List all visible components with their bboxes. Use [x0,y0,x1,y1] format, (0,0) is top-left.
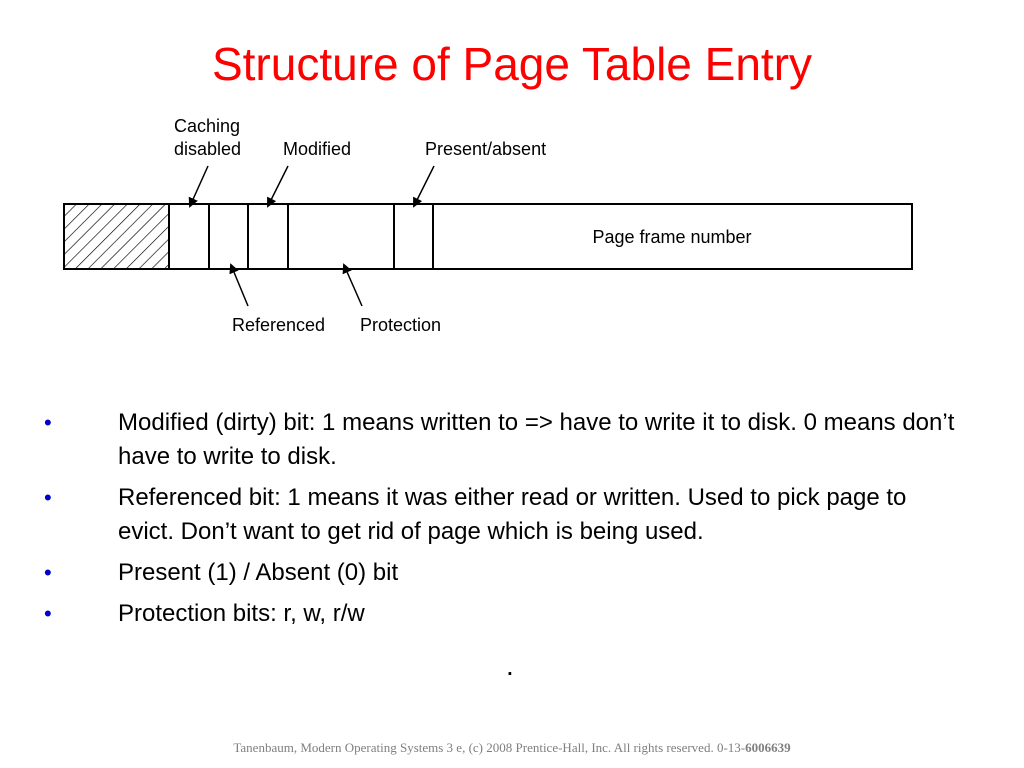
arrow-caching-disabled [190,166,208,206]
slide-title: Structure of Page Table Entry [211,38,813,90]
label-page-frame-number: Page frame number [592,227,752,247]
arrow-referenced [231,265,248,306]
bullet-marker: • [44,410,52,435]
footer-isbn-bold: 6006639 [745,740,791,755]
bullet-item-protection [0,597,1024,631]
label-caching-disabled-line1: Caching [174,116,241,136]
label-protection: Protection [360,315,442,335]
bullet-text: Protection bits: r, w, r/w [118,600,365,627]
arrow-protection [344,265,362,306]
arrow-modified [268,166,288,206]
bullet-text: Modified (dirty) bit: 1 means written to => have to write it to disk. 0 means don’t have to write to disk. [118,409,955,470]
bullet-list [0,406,1024,638]
trailing-period: . [506,650,514,681]
unused-bits-hatched [64,204,169,269]
label-present-absent: Present/absent [425,139,547,159]
bullet-item-modified [0,406,1024,474]
entry-outline [64,204,912,269]
bullet-marker: • [44,601,52,626]
bullet-marker: • [44,485,52,510]
label-modified: Modified [283,139,352,159]
footer-text: Tanenbaum, Modern Operating Systems 3 e, (c) 2008 Prentice-Hall, Inc. All rights reserved. 0-13- [233,740,746,755]
arrow-present-absent [414,166,434,206]
label-caching-disabled-line2: disabled [174,139,242,159]
bullet-item-present [0,556,1024,590]
bullet-text: Referenced bit: 1 means it was either read or written. Used to pick page to evict. Don’t want to get rid of page which is being used. [118,484,907,545]
bullet-text: Present (1) / Absent (0) bit [118,559,399,586]
bullet-item-referenced [0,481,1024,549]
bullet-marker: • [44,560,52,585]
footer-citation [0,740,1024,756]
label-referenced: Referenced [232,315,326,335]
